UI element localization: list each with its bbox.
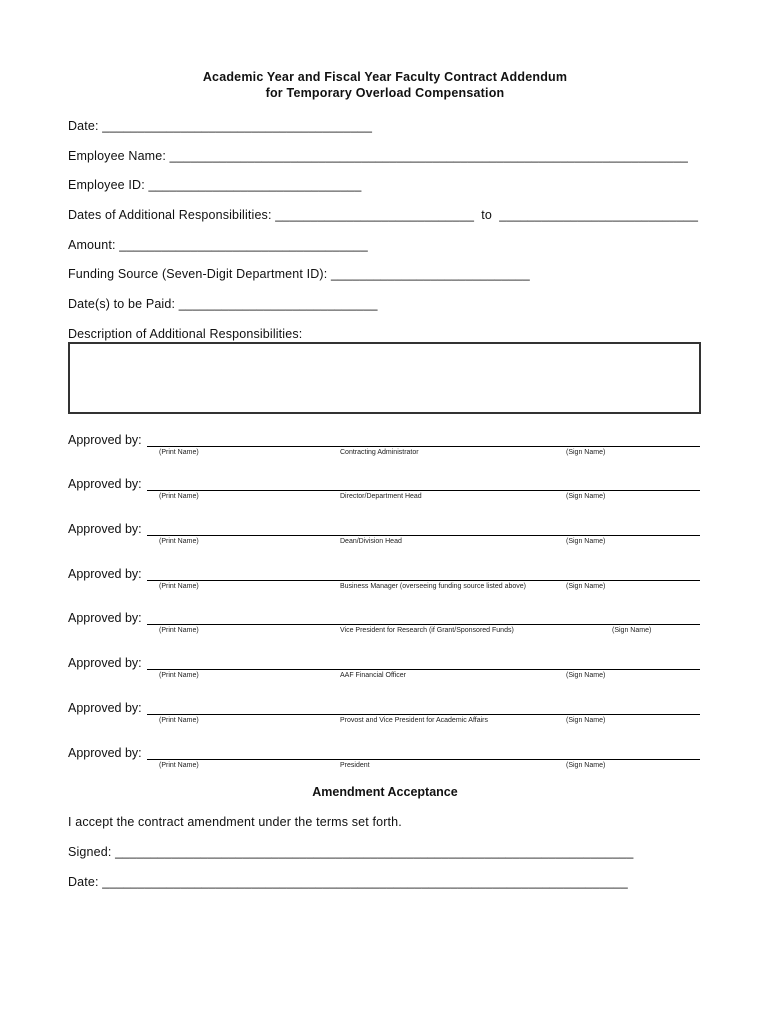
approval-signature-line[interactable] (147, 446, 700, 447)
approval-signature-line[interactable] (147, 535, 700, 536)
approver-role-caption: Director/Department Head (340, 493, 422, 500)
acceptance-statement: I accept the contract amendment under the terms set forth. (68, 815, 402, 829)
approver-role-caption: Provost and Vice President for Academic Affairs (340, 717, 488, 724)
approval-signature-line[interactable] (147, 580, 700, 581)
sign-name-caption: (Sign Name) (612, 627, 652, 634)
approver-role-caption: Dean/Division Head (340, 538, 402, 545)
approver-role-caption: Contracting Administrator (340, 449, 419, 456)
approved-by-label: Approved by: (68, 433, 142, 447)
dates-to-be-paid-field[interactable]: Date(s) to be Paid: ____________________________ (68, 297, 378, 311)
sign-name-caption: (Sign Name) (566, 762, 606, 769)
print-name-caption: (Print Name) (159, 538, 199, 545)
employee-id-field[interactable]: Employee ID: ______________________________ (68, 178, 362, 192)
print-name-caption: (Print Name) (159, 583, 199, 590)
sign-name-caption: (Sign Name) (566, 538, 606, 545)
sign-name-caption: (Sign Name) (566, 583, 606, 590)
approved-by-label: Approved by: (68, 701, 142, 715)
approved-by-label: Approved by: (68, 522, 142, 536)
sign-name-caption: (Sign Name) (566, 449, 606, 456)
sign-name-caption: (Sign Name) (566, 717, 606, 724)
form-title-line2: for Temporary Overload Compensation (265, 86, 505, 100)
acceptance-date-field[interactable]: Date: __________________________________________________________________________ (68, 875, 628, 889)
approval-signature-line[interactable] (147, 714, 700, 715)
acceptance-title: Amendment Acceptance (312, 785, 458, 799)
approved-by-label: Approved by: (68, 656, 142, 670)
approval-signature-line[interactable] (147, 669, 700, 670)
approver-role-caption: President (340, 762, 370, 769)
description-textarea[interactable] (68, 342, 701, 414)
approved-by-label: Approved by: (68, 567, 142, 581)
print-name-caption: (Print Name) (159, 493, 199, 500)
print-name-caption: (Print Name) (159, 449, 199, 456)
approver-role-caption: AAF Financial Officer (340, 672, 407, 679)
approved-by-label: Approved by: (68, 746, 142, 760)
print-name-caption: (Print Name) (159, 762, 199, 769)
approved-by-label: Approved by: (68, 477, 142, 491)
print-name-caption: (Print Name) (159, 672, 199, 679)
approval-signature-line[interactable] (147, 624, 700, 625)
sign-name-caption: (Sign Name) (566, 672, 606, 679)
dates-additional-responsibilities-field[interactable]: Dates of Additional Responsibilities: ____________________________ to ____________________________ (68, 208, 699, 222)
print-name-caption: (Print Name) (159, 717, 199, 724)
approval-signature-line[interactable] (147, 759, 700, 760)
funding-source-field[interactable]: Funding Source (Seven-Digit Department ID): ____________________________ (68, 267, 530, 281)
description-label: Description of Additional Responsibilities: (68, 327, 303, 341)
approval-signature-line[interactable] (147, 490, 700, 491)
sign-name-caption: (Sign Name) (566, 493, 606, 500)
signed-field[interactable]: Signed: _________________________________________________________________________ (68, 845, 634, 859)
print-name-caption: (Print Name) (159, 627, 199, 634)
approver-role-caption: Business Manager (overseeing funding source listed above) (340, 583, 526, 590)
amount-field[interactable]: Amount: ___________________________________ (68, 238, 368, 252)
approver-role-caption: Vice President for Research (if Grant/Sponsored Funds) (340, 627, 514, 634)
employee-name-field[interactable]: Employee Name: _________________________________________________________________________ (68, 149, 689, 163)
form-title-line1: Academic Year and Fiscal Year Faculty Contract Addendum (202, 70, 568, 84)
approved-by-label: Approved by: (68, 611, 142, 625)
date-field[interactable]: Date: ______________________________________ (68, 119, 373, 133)
